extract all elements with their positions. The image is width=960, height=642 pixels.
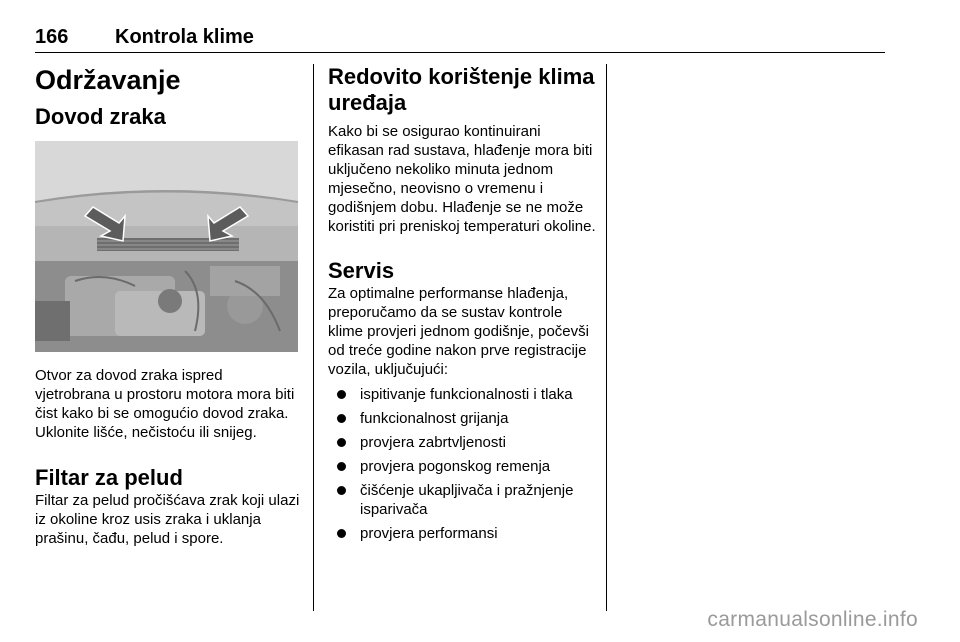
section-title-odrzavanje: Održavanje	[35, 65, 181, 95]
list-item: ispitivanje funkcionalnosti i tlaka	[328, 385, 598, 404]
middle-column	[328, 64, 598, 548]
regular-use-paragraph: Kako bi se osigurao kontinuirani efikasan rad sustava, hlađenje mora biti uključeno nekoliko minuta jednom mjesečno, neovisno o vremenu i godišnjem dobu. Hlađenje se ne može koristiti pri preniskoj temperaturi okoline.	[328, 123, 596, 235]
chapter-title: Kontrola klime	[115, 26, 254, 48]
pollen-filter-paragraph: Filtar za pelud pročišćava zrak koji ulazi iz okoline kroz usis zraka i uklanja prašinu, čađu, pelud i spore.	[35, 492, 300, 547]
bullet-icon	[337, 414, 346, 423]
bullet-icon	[337, 390, 346, 399]
list-item: funkcionalnost grijanja	[328, 409, 598, 428]
subsection-title-dovod-zraka: Dovod zraka	[35, 104, 166, 129]
list-item: čišćenje ukapljivača i pražnjenje isparivača	[328, 481, 598, 519]
section-title-servis: Servis	[328, 258, 395, 283]
list-item: provjera zabrtvljenosti	[328, 433, 598, 452]
bullet-icon	[337, 462, 346, 471]
left-column	[35, 64, 300, 548]
subsection-title-filtar-za-pelud: Filtar za pelud	[35, 465, 183, 490]
air-intake-paragraph: Otvor za dovod zraka ispred vjetrobrana u prostoru motora mora biti čist kako bi se omogućio dovod zraka. Uklonite lišće, nečistoću ili snijeg.	[35, 367, 295, 441]
service-checklist	[328, 385, 598, 543]
page-number: 166	[35, 26, 69, 48]
service-paragraph: Za optimalne performanse hlađenja, preporučamo da se sustav kontrole klime provjeri jednom godišnje, počevši od treće godine nakon prve registracije vozila, uključujući:	[328, 285, 589, 378]
engine-bay-air-intake-icon	[35, 141, 298, 352]
bullet-icon	[337, 438, 346, 447]
page-header	[35, 26, 885, 53]
column-divider-right	[606, 64, 607, 611]
engine-bay-figure	[35, 141, 298, 352]
watermark: carmanualsonline.info	[707, 608, 918, 631]
bullet-icon	[337, 486, 346, 495]
section-title-redovito-koristenje: Redovito korištenje klima uređaja	[328, 64, 595, 115]
list-item: provjera performansi	[328, 524, 598, 543]
list-item: provjera pogonskog remenja	[328, 457, 598, 476]
bullet-icon	[337, 529, 346, 538]
column-divider-left	[313, 64, 314, 611]
